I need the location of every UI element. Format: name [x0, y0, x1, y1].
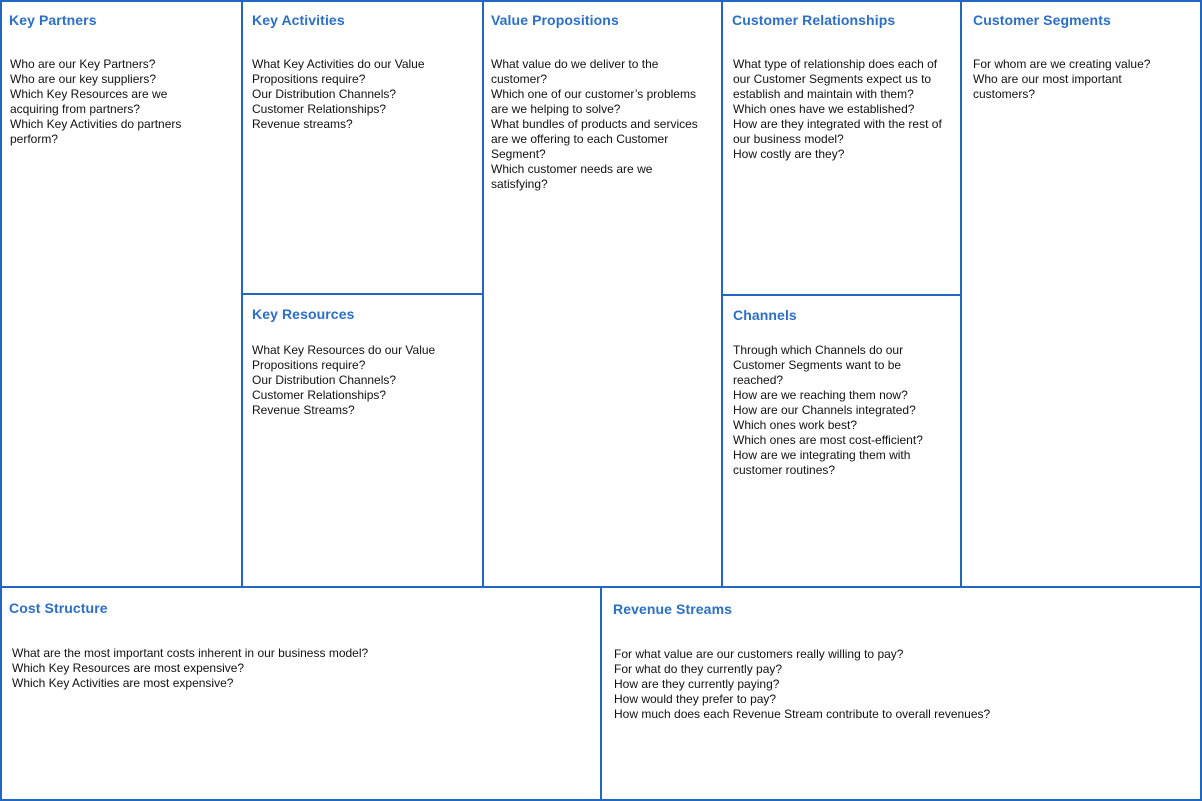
question-item: Which one of our customer’s problems are we helping to solve?	[491, 87, 696, 116]
question-item: Through which Channels do our Customer Segments want to be reached?	[733, 343, 904, 387]
key-resources-questions	[252, 343, 452, 418]
customer-relationships-questions	[733, 57, 949, 162]
key-resources-title: Key Resources	[252, 306, 355, 322]
key-activities-questions	[252, 57, 452, 132]
question-item: Customer Relationships?	[252, 388, 387, 402]
key-activities-block	[241, 0, 484, 296]
key-partners-title: Key Partners	[9, 12, 97, 28]
question-item: Which customer needs are we satisfying?	[491, 162, 653, 191]
question-item: Which ones work best?	[733, 418, 858, 432]
revenue-streams-questions	[614, 647, 1174, 722]
customer-relationships-title: Customer Relationships	[732, 12, 896, 28]
channels-questions	[733, 343, 945, 478]
channels-title: Channels	[733, 307, 797, 323]
question-item: How are they integrated with the rest of our business model?	[733, 117, 942, 146]
cost-structure-title: Cost Structure	[9, 600, 108, 616]
question-item: How would they prefer to pay?	[614, 692, 777, 706]
question-item: Which Key Activities are most expensive?	[12, 676, 234, 690]
question-item: Customer Relationships?	[252, 102, 387, 116]
revenue-streams-block	[600, 586, 1202, 801]
channels-block	[721, 294, 962, 588]
question-item: How are we integrating them with customer routines?	[733, 448, 911, 477]
question-item: Revenue streams?	[252, 117, 353, 131]
value-propositions-title: Value Propositions	[491, 12, 619, 28]
question-item: How much does each Revenue Stream contribute to overall revenues?	[614, 707, 991, 721]
customer-relationships-block	[721, 0, 962, 297]
key-activities-title: Key Activities	[252, 12, 345, 28]
question-item: Which Key Resources are we acquiring from partners?	[10, 87, 168, 116]
question-item: How are they currently paying?	[614, 677, 780, 691]
question-item: Which Key Activities do partners perform?	[10, 117, 182, 146]
question-item: How costly are they?	[733, 147, 845, 161]
question-item: What are the most important costs inherent in our business model?	[12, 646, 369, 660]
question-item: What bundles of products and services are we offering to each Customer Segment?	[491, 117, 698, 161]
question-item: What Key Activities do our Value Propositions require?	[252, 57, 425, 86]
cost-structure-block	[0, 586, 602, 801]
question-item: How are our Channels integrated?	[733, 403, 916, 417]
question-item: Who are our Key Partners?	[10, 57, 156, 71]
customer-segments-title: Customer Segments	[973, 12, 1111, 28]
question-item: Which ones are most cost-efficient?	[733, 433, 923, 447]
question-item: Which ones have we established?	[733, 102, 915, 116]
key-resources-block	[241, 293, 484, 588]
cost-structure-questions	[12, 646, 572, 691]
question-item: For whom are we creating value?	[973, 57, 1151, 71]
customer-segments-block	[960, 0, 1202, 588]
customer-segments-questions	[973, 57, 1178, 102]
key-partners-block	[0, 0, 243, 588]
revenue-streams-title: Revenue Streams	[613, 601, 733, 617]
value-propositions-block	[482, 0, 723, 588]
question-item: What value do we deliver to the customer?	[491, 57, 659, 86]
question-item: Our Distribution Channels?	[252, 373, 397, 387]
question-item: For what do they currently pay?	[614, 662, 783, 676]
question-item: What type of relationship does each of our Customer Segments expect us to establish and maintain with them?	[733, 57, 938, 101]
question-item: Our Distribution Channels?	[252, 87, 397, 101]
value-propositions-questions	[491, 57, 709, 192]
question-item: Which Key Resources are most expensive?	[12, 661, 245, 675]
question-item: Who are our key suppliers?	[10, 72, 157, 86]
question-item: Revenue Streams?	[252, 403, 355, 417]
question-item: For what value are our customers really willing to pay?	[614, 647, 904, 661]
key-partners-questions	[10, 57, 210, 147]
question-item: How are we reaching them now?	[733, 388, 908, 402]
question-item: Who are our most important customers?	[973, 72, 1122, 101]
question-item: What Key Resources do our Value Propositions require?	[252, 343, 436, 372]
